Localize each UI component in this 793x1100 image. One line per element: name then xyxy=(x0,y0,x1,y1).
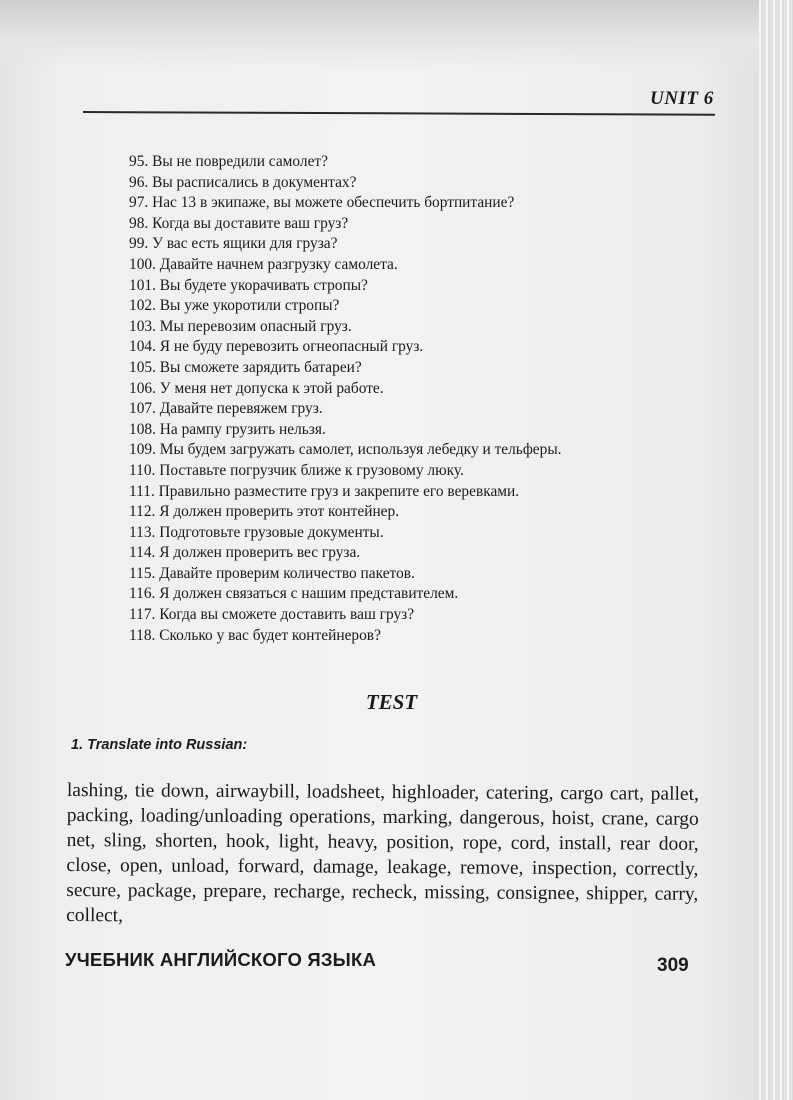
page-stack-edge xyxy=(759,0,793,1100)
page-number: 309 xyxy=(657,955,689,976)
sentence-item: 97. Нас 13 в экипаже, вы можете обеспечить бортпитание? xyxy=(129,194,515,212)
sentence-item: 96. Вы расписались в документах? xyxy=(129,173,357,191)
task-instruction: 1. Translate into Russian: xyxy=(71,737,248,753)
page-top-shadow xyxy=(0,0,793,70)
sentence-item: 118. Сколько у вас будет контейнеров? xyxy=(129,626,381,644)
sentence-item: 114. Я должен проверить вес груза. xyxy=(129,544,361,562)
sentence-item: 102. Вы уже укоротили стропы? xyxy=(129,297,340,315)
sentence-item: 99. У вас есть ящики для груза? xyxy=(129,235,338,253)
sentence-item: 98. Когда вы доставите ваш груз? xyxy=(129,214,349,232)
sentence-item: 106. У меня нет допуска к этой работе. xyxy=(129,379,384,397)
test-heading: TEST xyxy=(365,690,418,714)
sentence-item: 95. Вы не повредили самолет? xyxy=(129,153,328,170)
sentence-item: 101. Вы будете укорачивать стропы? xyxy=(129,276,368,294)
sentence-item: 110. Поставьте погрузчик ближе к грузовому люку. xyxy=(129,461,464,479)
sentence-item: 103. Мы перевозим опасный груз. xyxy=(129,317,352,335)
test-section xyxy=(0,690,793,715)
sentence-item: 113. Подготовьте грузовые документы. xyxy=(129,523,384,541)
sentence-item: 105. Вы сможете зарядить батареи? xyxy=(129,358,362,376)
sentence-item: 111. Правильно разместите груз и закрепите его веревками. xyxy=(129,482,520,500)
sentence-item: 104. Я не буду перевозить огнеопасный груз. xyxy=(129,338,424,356)
sentence-list xyxy=(129,152,709,646)
sentence-item: 115. Давайте проверим количество пакетов. xyxy=(129,564,415,582)
sentence-item: 112. Я должен проверить этот контейнер. xyxy=(129,503,400,521)
sentence-item: 108. На рампу грузить нельзя. xyxy=(129,420,326,438)
sentence-item: 117. Когда вы сможете доставить ваш груз? xyxy=(129,606,415,624)
vocabulary-paragraph: lashing, tie down, airwaybill, loadsheet, highloader, catering, cargo cart, pallet, packing, loading/unloading operations, marking, dangerous, hoist, crane, cargo net, sling, shorten, hook, light, heavy, position, rope, cord, install, rear door, close, open, unload, forward, damage, leakage, remove, inspection, correctly, secure, package, prepare, recharge, recheck, missing, consignee, shipper, carry, collect, xyxy=(66,779,699,927)
unit-header: UNIT 6 xyxy=(650,88,714,109)
sentence-item: 109. Мы будем загружать самолет, используя лебедку и тельферы. xyxy=(129,441,562,459)
book-title-footer: УЧЕБНИК АНГЛИЙСКОГО ЯЗЫКА xyxy=(65,949,377,970)
header-rule xyxy=(83,111,715,116)
sentence-item: 116. Я должен связаться с нашим представителем. xyxy=(129,585,459,603)
sentence-item: 100. Давайте начнем разгрузку самолета. xyxy=(129,255,398,273)
sentence-item: 107. Давайте перевяжем груз. xyxy=(129,400,323,418)
